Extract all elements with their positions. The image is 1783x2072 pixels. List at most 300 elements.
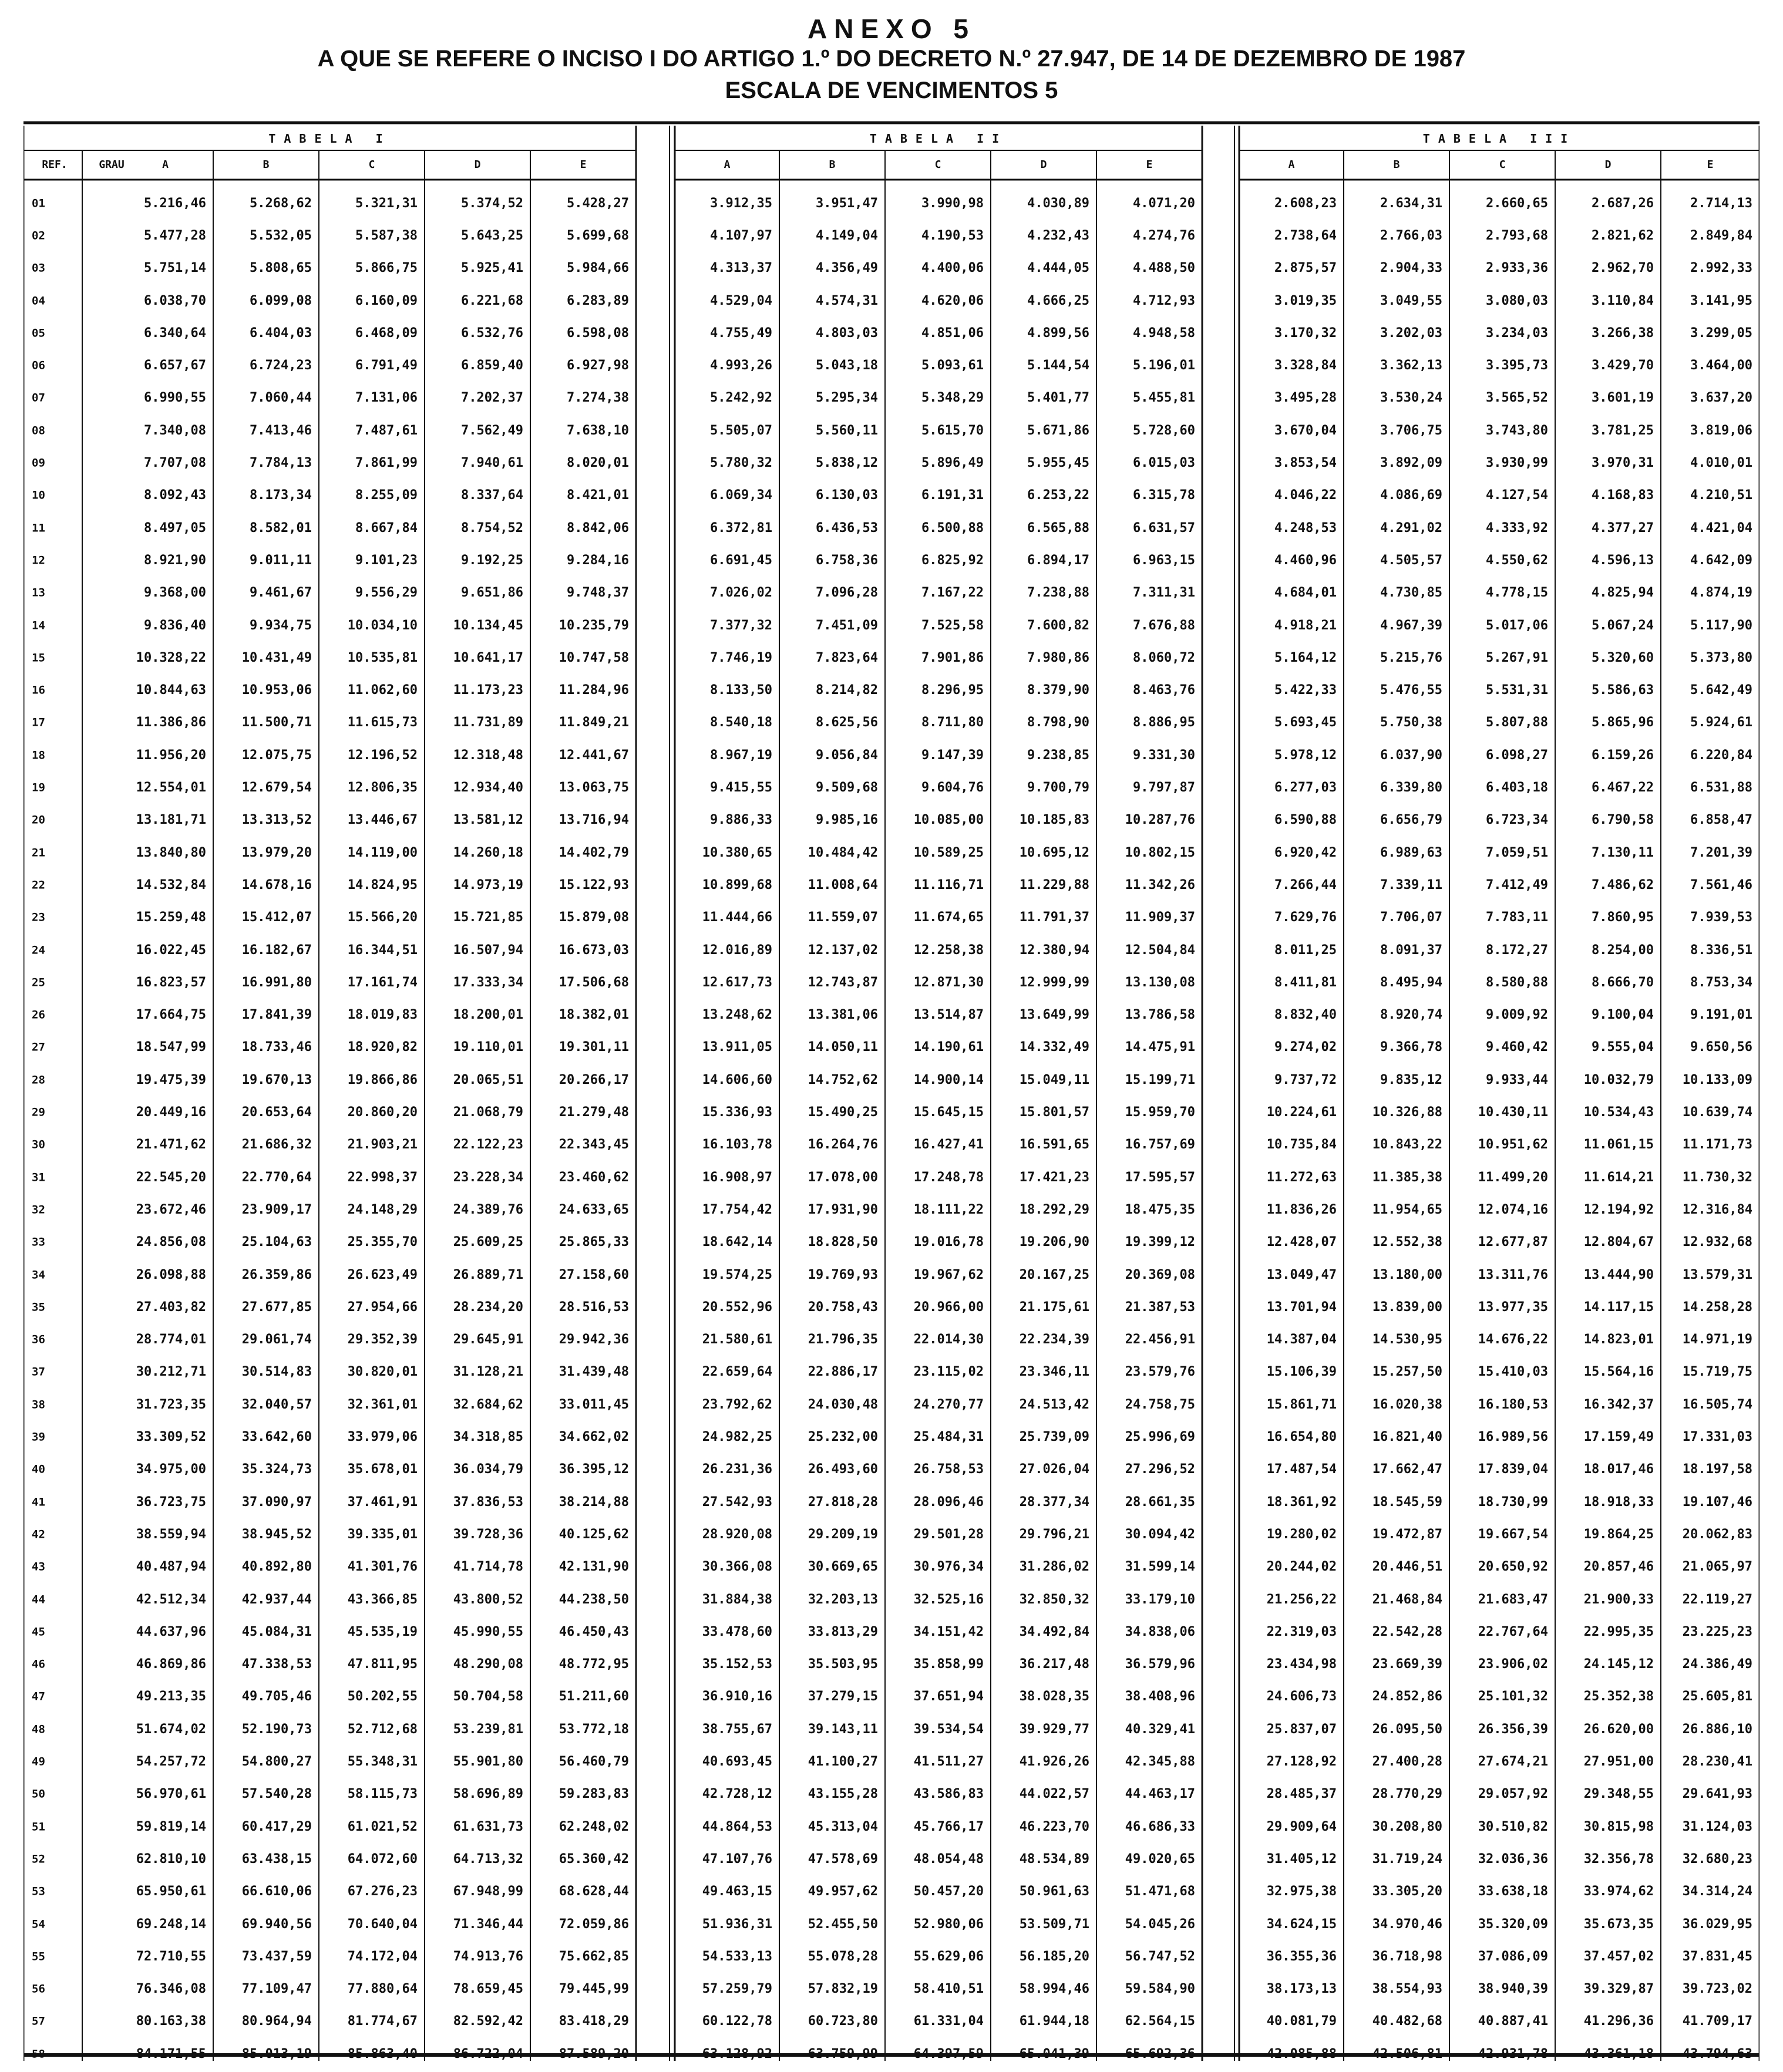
salary-cell: 3.141,95 (1690, 293, 1752, 308)
salary-cell: 47.338,53 (241, 1657, 312, 1672)
salary-cell: 6.920,42 (1274, 845, 1337, 860)
salary-cell: 27.674,21 (1478, 1754, 1548, 1770)
salary-cell: 78.659,45 (453, 1982, 523, 1997)
salary-cell: 79.445,99 (559, 1982, 629, 1997)
column-header-c: C (934, 159, 941, 171)
salary-cell: 40.125,62 (559, 1527, 629, 1542)
salary-cell: 9.886,33 (710, 813, 772, 828)
salary-cell: 13.581,12 (453, 813, 523, 828)
salary-cell: 10.534,43 (1583, 1105, 1654, 1120)
salary-cell: 24.856,08 (136, 1235, 206, 1250)
salary-cell: 5.751,14 (144, 261, 206, 276)
salary-cell: 25.484,31 (913, 1430, 984, 1445)
salary-cell: 21.175,61 (1019, 1299, 1089, 1315)
salary-cell: 32.036,36 (1478, 1851, 1548, 1867)
salary-cell: 24.030,48 (808, 1397, 878, 1412)
salary-cell: 13.049,47 (1266, 1267, 1337, 1282)
salary-cell: 31.128,21 (453, 1365, 523, 1380)
ref-cell: 09 (32, 456, 45, 470)
salary-cell: 41.301,76 (347, 1559, 418, 1575)
ref-cell: 16 (32, 683, 45, 697)
salary-cell: 5.808,65 (250, 261, 312, 276)
salary-cell: 11.674,65 (913, 910, 984, 925)
salary-cell: 33.478,60 (702, 1624, 772, 1639)
salary-cell: 7.266,44 (1274, 877, 1337, 892)
salary-cell: 5.984,66 (567, 261, 629, 276)
salary-cell: 3.930,99 (1486, 456, 1548, 471)
salary-cell: 15.959,70 (1125, 1105, 1195, 1120)
salary-cell: 32.356,78 (1583, 1851, 1654, 1867)
salary-cell: 25.104,63 (241, 1235, 312, 1250)
salary-cell: 3.853,54 (1274, 456, 1337, 471)
salary-cell: 59.819,14 (136, 1819, 206, 1834)
salary-cell: 35.678,01 (347, 1462, 418, 1477)
salary-cell: 40.329,41 (1125, 1721, 1195, 1737)
salary-cell: 21.387,53 (1125, 1299, 1195, 1315)
salary-cell: 29.352,39 (347, 1332, 418, 1347)
salary-cell: 4.356,49 (816, 261, 878, 276)
page-title: ANEXO 5 (808, 14, 975, 44)
salary-cell: 4.574,31 (816, 293, 878, 308)
salary-cell: 44.238,50 (559, 1592, 629, 1607)
salary-cell: 53.509,71 (1019, 1916, 1089, 1932)
salary-cell: 4.377,27 (1592, 520, 1654, 535)
salary-cell: 6.963,15 (1133, 552, 1195, 568)
salary-cell: 37.086,09 (1478, 1949, 1548, 1964)
salary-cell: 36.217,48 (1019, 1657, 1089, 1672)
salary-cell: 5.017,06 (1486, 618, 1548, 633)
salary-cell: 24.982,25 (702, 1430, 772, 1445)
salary-cell: 5.321,31 (355, 196, 418, 211)
ref-cell: 56 (32, 1982, 45, 1996)
salary-cell: 2.992,33 (1690, 261, 1752, 276)
ref-cell: 53 (32, 1885, 45, 1898)
salary-cell: 80.163,38 (136, 2014, 206, 2029)
salary-cell: 6.339,80 (1380, 780, 1442, 796)
salary-cell: 17.595,57 (1125, 1170, 1195, 1185)
salary-cell: 38.214,88 (559, 1494, 629, 1510)
salary-cell: 18.197,58 (1682, 1462, 1752, 1477)
salary-cell: 6.724,23 (250, 358, 312, 373)
ref-cell: 15 (32, 651, 45, 665)
salary-cell: 29.909,64 (1266, 1819, 1337, 1834)
salary-cell: 2.821,62 (1592, 228, 1654, 243)
ref-cell: 25 (32, 976, 45, 989)
salary-cell: 26.356,39 (1478, 1721, 1548, 1737)
salary-cell: 7.451,09 (816, 618, 878, 633)
salary-cell: 15.879,08 (559, 910, 629, 925)
salary-cell: 12.194,92 (1583, 1202, 1654, 1217)
salary-cell: 13.579,31 (1682, 1267, 1752, 1282)
salary-cell: 4.874,19 (1690, 585, 1752, 601)
salary-cell: 32.203,13 (808, 1592, 878, 1607)
salary-cell: 10.695,12 (1019, 845, 1089, 860)
ref-cell: 21 (32, 846, 45, 860)
salary-cell: 9.555,04 (1592, 1040, 1654, 1055)
salary-cell: 25.609,25 (453, 1235, 523, 1250)
salary-cell: 4.030,89 (1027, 196, 1089, 211)
salary-cell: 12.617,73 (702, 975, 772, 990)
salary-cell: 10.032,79 (1583, 1072, 1654, 1087)
salary-cell: 37.457,02 (1583, 1949, 1654, 1964)
salary-cell: 14.824,95 (347, 877, 418, 892)
salary-cell: 54.800,27 (241, 1754, 312, 1770)
salary-cell: 2.766,03 (1380, 228, 1442, 243)
salary-cell: 22.659,64 (702, 1365, 772, 1380)
ref-cell: 30 (32, 1138, 45, 1151)
salary-cell: 4.232,43 (1027, 228, 1089, 243)
salary-cell: 21.900,33 (1583, 1592, 1654, 1607)
salary-cell: 6.791,49 (355, 358, 418, 373)
salary-cell: 4.712,93 (1133, 293, 1195, 308)
table-title: TABELA I (268, 132, 391, 146)
ref-cell: 24 (32, 944, 45, 957)
salary-cell: 33.642,60 (241, 1430, 312, 1445)
salary-cell: 5.671,86 (1027, 423, 1089, 438)
salary-cell: 36.579,96 (1125, 1657, 1195, 1672)
salary-cell: 7.901,86 (921, 650, 984, 665)
salary-cell: 5.642,49 (1690, 683, 1752, 698)
salary-cell: 28.774,01 (136, 1332, 206, 1347)
salary-cell: 37.651,94 (913, 1689, 984, 1704)
salary-cell: 14.973,19 (453, 877, 523, 892)
ref-cell: 55 (32, 1950, 45, 1963)
salary-cell: 17.487,54 (1266, 1462, 1337, 1477)
salary-cell: 15.566,20 (347, 910, 418, 925)
salary-cell: 5.373,80 (1690, 650, 1752, 665)
salary-cell: 6.989,63 (1380, 845, 1442, 860)
salary-cell: 27.026,04 (1019, 1462, 1089, 1477)
salary-cell: 13.839,00 (1372, 1299, 1442, 1315)
salary-cell: 23.669,39 (1372, 1657, 1442, 1672)
ref-cell: 19 (32, 781, 45, 794)
salary-cell: 8.540,18 (710, 715, 772, 730)
salary-cell: 30.815,98 (1583, 1819, 1654, 1834)
salary-cell: 3.951,47 (816, 196, 878, 211)
salary-cell: 33.638,18 (1478, 1884, 1548, 1899)
salary-cell: 5.693,45 (1274, 715, 1337, 730)
salary-cell: 42.512,34 (136, 1592, 206, 1607)
salary-cell: 8.092,43 (144, 488, 206, 503)
salary-cell: 17.159,49 (1583, 1430, 1654, 1445)
salary-cell: 4.967,39 (1380, 618, 1442, 633)
salary-cell: 44.864,53 (702, 1819, 772, 1834)
salary-cell: 24.145,12 (1583, 1657, 1654, 1672)
salary-cell: 26.493,60 (808, 1462, 878, 1477)
salary-cell: 8.336,51 (1690, 942, 1752, 958)
salary-cell: 70.640,04 (347, 1916, 418, 1932)
salary-cell: 12.318,48 (453, 747, 523, 763)
salary-cell: 3.110,84 (1592, 293, 1654, 308)
salary-cell: 20.065,51 (453, 1072, 523, 1087)
salary-cell: 4.730,85 (1380, 585, 1442, 601)
salary-cell: 38.940,39 (1478, 1982, 1548, 1997)
salary-cell: 3.781,25 (1592, 423, 1654, 438)
salary-cell: 6.037,90 (1380, 747, 1442, 763)
salary-cell: 48.290,08 (453, 1657, 523, 1672)
salary-cell: 87.589,20 (559, 2046, 629, 2061)
salary-cell: 8.254,00 (1592, 942, 1654, 958)
salary-cell: 47.578,69 (808, 1851, 878, 1867)
salary-cell: 75.662,85 (559, 1949, 629, 1964)
salary-cell: 5.093,61 (921, 358, 984, 373)
salary-cell: 54.257,72 (136, 1754, 206, 1770)
salary-cell: 60.122,78 (702, 2014, 772, 2029)
salary-cell: 13.180,00 (1372, 1267, 1442, 1282)
ref-cell: 07 (32, 391, 45, 405)
salary-cell: 7.060,44 (250, 390, 312, 406)
salary-cell: 41.709,17 (1682, 2014, 1752, 2029)
salary-cell: 22.545,20 (136, 1170, 206, 1185)
column-header-a: A (724, 159, 731, 171)
salary-cell: 7.707,08 (144, 456, 206, 471)
salary-cell: 8.463,76 (1133, 683, 1195, 698)
salary-cell: 50.202,55 (347, 1689, 418, 1704)
salary-cell: 4.778,15 (1486, 585, 1548, 601)
salary-cell: 6.340,64 (144, 325, 206, 341)
salary-cell: 26.098,88 (136, 1267, 206, 1282)
salary-cell: 24.389,76 (453, 1202, 523, 1217)
salary-cell: 25.837,07 (1266, 1721, 1337, 1737)
salary-cell: 34.492,84 (1019, 1624, 1089, 1639)
salary-cell: 3.670,04 (1274, 423, 1337, 438)
salary-cell: 7.201,39 (1690, 845, 1752, 860)
salary-cell: 22.343,45 (559, 1137, 629, 1153)
salary-cell: 67.276,23 (347, 1884, 418, 1899)
salary-cell: 26.886,10 (1682, 1721, 1752, 1737)
salary-cell: 9.700,79 (1027, 780, 1089, 796)
salary-cell: 24.758,75 (1125, 1397, 1195, 1412)
salary-cell: 46.223,70 (1019, 1819, 1089, 1834)
salary-cell: 36.355,36 (1266, 1949, 1337, 1964)
salary-cell: 2.608,23 (1274, 196, 1337, 211)
salary-cell: 11.444,66 (702, 910, 772, 925)
salary-cell: 16.022,45 (136, 942, 206, 958)
salary-cell: 15.719,75 (1682, 1365, 1752, 1380)
salary-cell: 3.429,70 (1592, 358, 1654, 373)
salary-cell: 65.950,61 (136, 1884, 206, 1899)
salary-cell: 45.990,55 (453, 1624, 523, 1639)
salary-cell: 28.516,53 (559, 1299, 629, 1315)
salary-cell: 5.268,62 (250, 196, 312, 211)
ref-cell: 14 (32, 619, 45, 632)
ref-cell: 04 (32, 294, 45, 308)
salary-cell: 20.857,46 (1583, 1559, 1654, 1575)
salary-cell: 39.929,77 (1019, 1721, 1089, 1737)
salary-cell: 35.152,53 (702, 1657, 772, 1672)
salary-cell: 43.800,52 (453, 1592, 523, 1607)
salary-cell: 8.411,81 (1274, 975, 1337, 990)
salary-cell: 27.542,93 (702, 1494, 772, 1510)
ref-cell: 20 (32, 813, 45, 827)
salary-cell: 6.858,47 (1690, 813, 1752, 828)
salary-cell: 5.615,70 (921, 423, 984, 438)
salary-cell: 6.590,88 (1274, 813, 1337, 828)
salary-cell: 10.641,17 (453, 650, 523, 665)
salary-cell: 23.909,17 (241, 1202, 312, 1217)
salary-cell: 73.437,59 (241, 1949, 312, 1964)
salary-cell: 10.844,63 (136, 683, 206, 698)
salary-cell: 5.699,68 (567, 228, 629, 243)
salary-cell: 43.155,28 (808, 1787, 878, 1802)
salary-cell: 27.158,60 (559, 1267, 629, 1282)
salary-cell: 54.533,13 (702, 1949, 772, 1964)
salary-cell: 4.333,92 (1486, 520, 1548, 535)
salary-cell: 4.190,53 (921, 228, 984, 243)
ref-cell: 23 (32, 911, 45, 924)
salary-cell: 8.580,88 (1486, 975, 1548, 990)
table-title: TABELA III (1422, 132, 1576, 146)
salary-cell: 5.216,46 (144, 196, 206, 211)
salary-cell: 10.747,58 (559, 650, 629, 665)
salary-cell: 7.638,10 (567, 423, 629, 438)
salary-cell: 5.924,61 (1690, 715, 1752, 730)
salary-cell: 5.422,33 (1274, 683, 1337, 698)
salary-cell: 3.328,84 (1274, 358, 1337, 373)
salary-cell: 12.677,87 (1478, 1235, 1548, 1250)
salary-cell: 6.277,03 (1274, 780, 1337, 796)
salary-cell: 6.372,81 (710, 520, 772, 535)
salary-cell: 28.920,08 (702, 1527, 772, 1542)
salary-cell: 41.100,27 (808, 1754, 878, 1770)
salary-cell: 44.022,57 (1019, 1787, 1089, 1802)
salary-cell: 35.858,99 (913, 1657, 984, 1672)
salary-cell: 14.117,15 (1583, 1299, 1654, 1315)
salary-cell: 9.933,44 (1486, 1072, 1548, 1087)
salary-cell: 8.842,06 (567, 520, 629, 535)
ref-cell: 47 (32, 1690, 45, 1703)
ref-cell: 52 (32, 1852, 45, 1866)
salary-cell: 4.948,58 (1133, 325, 1195, 341)
salary-cell: 3.637,20 (1690, 390, 1752, 406)
salary-cell: 58.994,46 (1019, 1982, 1089, 1997)
salary-cell: 6.691,45 (710, 552, 772, 568)
salary-cell: 49.957,62 (808, 1884, 878, 1899)
salary-cell: 21.256,22 (1266, 1592, 1337, 1607)
salary-cell: 20.650,92 (1478, 1559, 1548, 1575)
salary-cell: 5.215,76 (1380, 650, 1442, 665)
salary-cell: 8.421,01 (567, 488, 629, 503)
salary-cell: 18.730,99 (1478, 1494, 1548, 1510)
salary-cell: 2.687,26 (1592, 196, 1654, 211)
salary-cell: 30.212,71 (136, 1365, 206, 1380)
salary-cell: 30.820,01 (347, 1365, 418, 1380)
salary-cell: 52.455,50 (808, 1916, 878, 1932)
salary-cell: 10.328,22 (136, 650, 206, 665)
salary-cell: 68.628,44 (559, 1884, 629, 1899)
salary-cell: 7.939,53 (1690, 910, 1752, 925)
salary-cell: 16.821,40 (1372, 1430, 1442, 1445)
salary-cell: 4.642,09 (1690, 552, 1752, 568)
salary-cell: 59.584,90 (1125, 1982, 1195, 1997)
salary-cell: 13.786,58 (1125, 1008, 1195, 1023)
ref-column-header: REF. (42, 159, 68, 171)
salary-cell: 12.137,02 (808, 942, 878, 958)
salary-cell: 6.467,22 (1592, 780, 1654, 796)
salary-cell: 8.582,01 (250, 520, 312, 535)
salary-cell: 7.746,19 (710, 650, 772, 665)
salary-cell: 15.861,71 (1266, 1397, 1337, 1412)
salary-cell: 6.220,84 (1690, 747, 1752, 763)
salary-cell: 69.940,56 (241, 1916, 312, 1932)
salary-cell: 12.428,07 (1266, 1235, 1337, 1250)
salary-cell: 8.214,82 (816, 683, 878, 698)
salary-cell: 26.095,50 (1372, 1721, 1442, 1737)
salary-cell: 40.487,94 (136, 1559, 206, 1575)
salary-cell: 7.311,31 (1133, 585, 1195, 601)
salary-cell: 32.850,32 (1019, 1592, 1089, 1607)
salary-cell: 2.962,70 (1592, 261, 1654, 276)
salary-cell: 7.274,38 (567, 390, 629, 406)
salary-cell: 6.532,76 (461, 325, 523, 341)
column-header-b: B (1393, 159, 1400, 171)
salary-cell: 13.381,06 (808, 1008, 878, 1023)
salary-cell: 6.130,03 (816, 488, 878, 503)
salary-cell: 4.313,37 (710, 261, 772, 276)
salary-cell: 26.758,53 (913, 1462, 984, 1477)
salary-cell: 18.111,22 (913, 1202, 984, 1217)
salary-cell: 21.796,35 (808, 1332, 878, 1347)
salary-cell: 20.369,08 (1125, 1267, 1195, 1282)
salary-cell: 11.229,88 (1019, 877, 1089, 892)
salary-cell: 14.678,16 (241, 877, 312, 892)
salary-cell: 7.706,07 (1380, 910, 1442, 925)
salary-cell: 38.173,13 (1266, 1982, 1337, 1997)
salary-cell: 6.038,70 (144, 293, 206, 308)
salary-cell: 84.171,55 (136, 2046, 206, 2061)
salary-cell: 20.062,83 (1682, 1527, 1752, 1542)
salary-cell: 6.015,03 (1133, 456, 1195, 471)
salary-cell: 22.886,17 (808, 1365, 878, 1380)
salary-cell: 14.606,60 (702, 1072, 772, 1087)
salary-cell: 6.283,89 (567, 293, 629, 308)
salary-cell: 38.945,52 (241, 1527, 312, 1542)
salary-cell: 36.723,75 (136, 1494, 206, 1510)
salary-cell: 21.065,97 (1682, 1559, 1752, 1575)
salary-cell: 39.723,02 (1682, 1982, 1752, 1997)
salary-cell: 29.942,36 (559, 1332, 629, 1347)
salary-cell: 3.080,03 (1486, 293, 1548, 308)
salary-cell: 12.743,87 (808, 975, 878, 990)
salary-cell: 7.412,49 (1486, 877, 1548, 892)
salary-cell: 7.487,61 (355, 423, 418, 438)
salary-cell: 7.784,13 (250, 456, 312, 471)
column-header-c: C (368, 159, 375, 171)
salary-cell: 10.484,42 (808, 845, 878, 860)
salary-cell: 9.650,56 (1690, 1040, 1752, 1055)
salary-cell: 24.606,73 (1266, 1689, 1337, 1704)
salary-cell: 5.196,01 (1133, 358, 1195, 373)
ref-cell: 43 (32, 1560, 45, 1574)
salary-cell: 85.863,40 (347, 2046, 418, 2061)
salary-cell: 5.374,52 (461, 196, 523, 211)
salary-cell: 3.970,31 (1592, 456, 1654, 471)
salary-cell: 4.274,76 (1133, 228, 1195, 243)
salary-cell: 3.464,00 (1690, 358, 1752, 373)
salary-cell: 14.190,61 (913, 1040, 984, 1055)
salary-cell: 15.564,16 (1583, 1365, 1654, 1380)
salary-cell: 12.999,99 (1019, 975, 1089, 990)
salary-cell: 34.318,85 (453, 1430, 523, 1445)
salary-cell: 51.471,68 (1125, 1884, 1195, 1899)
salary-cell: 27.677,85 (241, 1299, 312, 1315)
salary-cell: 4.505,57 (1380, 552, 1442, 568)
salary-cell: 6.598,08 (567, 325, 629, 341)
salary-cell: 15.257,50 (1372, 1365, 1442, 1380)
salary-cell: 5.067,24 (1592, 618, 1654, 633)
salary-cell: 54.045,26 (1125, 1916, 1195, 1932)
ref-cell: 03 (32, 261, 45, 275)
